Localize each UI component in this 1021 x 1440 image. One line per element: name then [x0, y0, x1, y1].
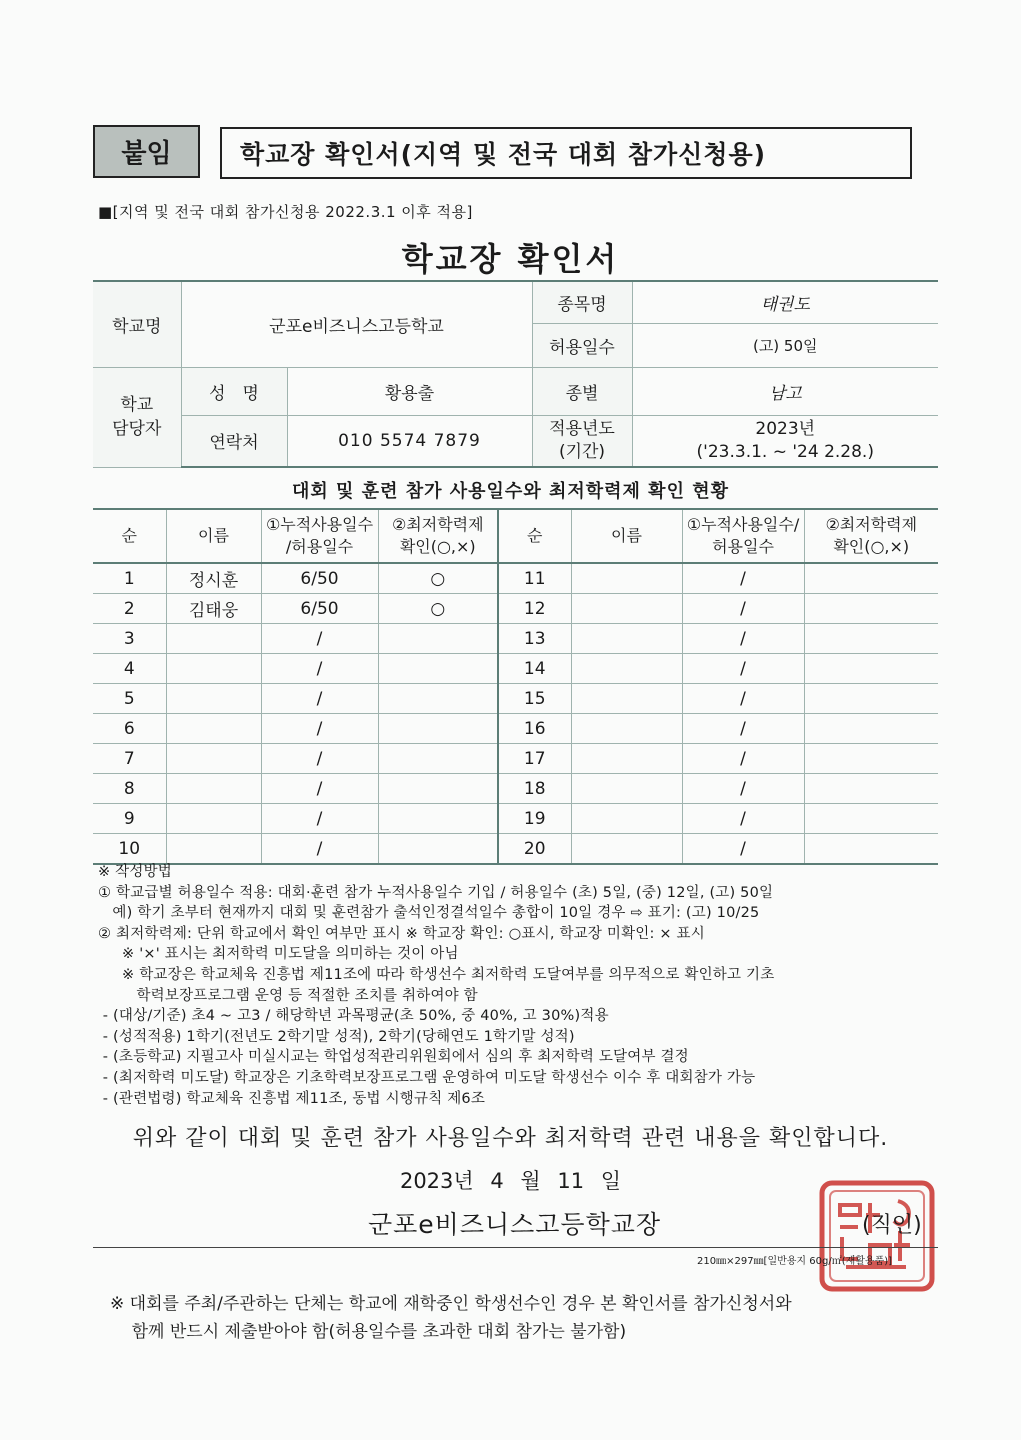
- table-row: [93, 684, 938, 714]
- header-days-left-line1: ①누적사용일수: [265, 515, 374, 534]
- roster-section-title: 대회 및 훈련 참가 사용일수와 최저학력제 확인 현황: [291, 481, 729, 502]
- header-days-right: [682, 509, 804, 563]
- table-row: [93, 624, 938, 654]
- row-check-left: ○: [378, 594, 498, 624]
- row-name-left: 정시훈: [166, 563, 261, 594]
- row-name-left: 김태웅: [166, 594, 261, 624]
- row-check-right: [804, 563, 938, 594]
- header-name-right: 이름: [571, 509, 682, 563]
- row-name-right: [571, 684, 682, 714]
- table-row: [93, 774, 938, 804]
- row-no-right: 20: [498, 834, 571, 865]
- principal-signature: 군포e비즈니스고등학교장: [368, 1210, 662, 1239]
- year-label: [532, 415, 632, 467]
- row-no-left: 8: [93, 774, 166, 804]
- row-days-right: /: [682, 774, 804, 804]
- row-no-left: 5: [93, 684, 166, 714]
- header-check-left: [378, 509, 498, 563]
- row-no-left: 6: [93, 714, 166, 744]
- row-no-right: 18: [498, 774, 571, 804]
- row-check-left: [378, 624, 498, 654]
- roster-table: [93, 508, 938, 865]
- row-check-right: [804, 684, 938, 714]
- row-days-left: /: [261, 684, 378, 714]
- instruction-line: ※ 작성방법: [98, 864, 172, 880]
- instruction-line: ② 최저학력제: 단위 학교에서 확인 여부만 표시 ※ 학교장 확인: ○표시, 학교장 미확인: × 표시: [98, 925, 705, 942]
- header-check-right-line1: ②최저학력제: [825, 515, 918, 534]
- document-heading: [220, 127, 912, 179]
- school-info-table: [93, 280, 938, 468]
- header-days-right-line1: ①누적사용일수/: [686, 515, 800, 534]
- attachment-tag-label: 붙임: [121, 139, 172, 169]
- row-check-right: [804, 744, 938, 774]
- row-name-right: [571, 774, 682, 804]
- row-name-left: [166, 774, 261, 804]
- page-title: 학교장 확인서: [401, 240, 620, 278]
- instruction-line: ※ '×' 표시는 최저학력 미도달을 의미하는 것이 아님: [98, 946, 459, 963]
- row-no-right: 15: [498, 684, 571, 714]
- row-days-right: /: [682, 684, 804, 714]
- seal-label: (직인): [862, 1213, 922, 1238]
- contact-label: 연락처: [181, 415, 287, 467]
- confirmation-statement: 위와 같이 대회 및 훈련 참가 사용일수와 최저학력 관련 내용을 확인합니다.: [132, 1126, 889, 1151]
- instructions: [98, 862, 948, 1109]
- row-no-left: 1: [93, 563, 166, 594]
- row-name-right: [571, 714, 682, 744]
- row-check-left: [378, 714, 498, 744]
- allowed-days-value: (고) 50일: [632, 323, 938, 367]
- header-no-left: 순: [93, 509, 166, 563]
- row-check-left: [378, 774, 498, 804]
- paper-spec: 210㎜×297㎜[일반용지 60g/㎡(재활용품)]: [697, 1256, 893, 1267]
- row-no-right: 19: [498, 804, 571, 834]
- row-check-left: [378, 744, 498, 774]
- row-name-right: [571, 624, 682, 654]
- staff-label-line2: 담당자: [112, 419, 162, 439]
- header-days-left: [261, 509, 378, 563]
- applied-note: ■[지역 및 전국 대회 참가신청용 2022.3.1 이후 적용]: [98, 203, 473, 221]
- row-no-left: 3: [93, 624, 166, 654]
- row-name-left: [166, 714, 261, 744]
- row-no-left: 4: [93, 654, 166, 684]
- row-check-right: [804, 804, 938, 834]
- staff-label-line1: 학교: [120, 395, 154, 415]
- row-check-right: [804, 714, 938, 744]
- row-days-right: /: [682, 744, 804, 774]
- row-days-left: /: [261, 714, 378, 744]
- school-name-label: 학교명: [93, 281, 181, 367]
- row-no-left: 9: [93, 804, 166, 834]
- instruction-line: 예) 학기 초부터 현재까지 대회 및 훈련참가 출석인정결석일수 총합이 10일 경우 ⇨ 표기: (고) 10/25: [98, 905, 760, 922]
- row-no-left: 2: [93, 594, 166, 624]
- instruction-line: - (대상/기준) 초4 ~ 고3 / 해당학년 과목평균(초 50%, 중 40%, 고 30%)적용: [98, 1008, 609, 1025]
- row-name-left: [166, 654, 261, 684]
- row-days-left: /: [261, 774, 378, 804]
- row-check-right: [804, 774, 938, 804]
- row-name-right: [571, 594, 682, 624]
- category-value: 남고: [632, 367, 938, 415]
- instruction-line: 학력보장프로그램 운영 등 적절한 조치를 취하여야 함: [98, 987, 478, 1004]
- row-no-left: 10: [93, 834, 166, 865]
- row-no-right: 16: [498, 714, 571, 744]
- row-name-left: [166, 624, 261, 654]
- table-row: [93, 744, 938, 774]
- row-days-left: /: [261, 744, 378, 774]
- footer-line: ※ 대회를 주최/주관하는 단체는 학교에 재학중인 학생선수인 경우 본 확인서를 참가신청서와: [110, 1294, 792, 1314]
- footer-note: [110, 1290, 792, 1346]
- row-check-right: [804, 834, 938, 865]
- row-check-left: [378, 684, 498, 714]
- row-check-left: [378, 834, 498, 865]
- row-no-right: 17: [498, 744, 571, 774]
- attachment-tag: [93, 125, 200, 178]
- row-no-right: 12: [498, 594, 571, 624]
- staff-name-label: 성 명: [181, 367, 287, 415]
- category-label: 종별: [532, 367, 632, 415]
- row-no-left: 7: [93, 744, 166, 774]
- header-check-left-line1: ②최저학력제: [391, 515, 484, 534]
- year-value-year: 2023년: [755, 418, 816, 439]
- year-value-period: ('23.3.1. ~ '24 2.28.): [696, 441, 874, 462]
- header-check-right: [804, 509, 938, 563]
- header-check-left-line2: 확인(○,×): [399, 537, 476, 556]
- table-row: [93, 563, 938, 594]
- year-label-line2: (기간): [558, 441, 606, 462]
- header-days-right-line2: 허용일수: [712, 537, 774, 556]
- row-name-left: [166, 684, 261, 714]
- row-days-right: /: [682, 624, 804, 654]
- row-days-left: /: [261, 654, 378, 684]
- footer-line: 함께 반드시 제출받아야 함(허용일수를 초과한 대회 참가는 불가함): [110, 1322, 627, 1342]
- row-days-right: /: [682, 654, 804, 684]
- row-name-right: [571, 744, 682, 774]
- table-row: [93, 804, 938, 834]
- sport-label: 종목명: [532, 281, 632, 323]
- row-no-right: 14: [498, 654, 571, 684]
- year-label-line1: 적용년도: [549, 418, 615, 439]
- row-check-left: [378, 804, 498, 834]
- row-name-left: [166, 834, 261, 865]
- year-value: [632, 415, 938, 467]
- table-row: [93, 654, 938, 684]
- row-days-left: 6/50: [261, 594, 378, 624]
- header-check-right-line2: 확인(○,×): [833, 537, 910, 556]
- header-no-right: 순: [498, 509, 571, 563]
- row-days-right: /: [682, 594, 804, 624]
- contact-value: 010 5574 7879: [287, 415, 532, 467]
- row-days-left: /: [261, 834, 378, 865]
- staff-name-value: 황용출: [287, 367, 532, 415]
- row-check-right: [804, 594, 938, 624]
- instruction-line: - (최저학력 미도달) 학교장은 기초학력보장프로그램 운영하여 미도달 학생선수 이수 후 대회참가 가능: [98, 1069, 756, 1086]
- row-check-left: ○: [378, 563, 498, 594]
- instruction-line: - (관련법령) 학교체육 진흥법 제11조, 동법 시행규칙 제6조: [98, 1090, 486, 1107]
- row-no-right: 13: [498, 624, 571, 654]
- row-check-left: [378, 654, 498, 684]
- instruction-line: ① 학교급별 허용일수 적용: 대회·훈련 참가 누적사용일수 기입 / 허용일수 (초) 5일, (중) 12일, (고) 50일: [98, 884, 774, 901]
- row-name-left: [166, 804, 261, 834]
- row-name-left: [166, 744, 261, 774]
- row-check-right: [804, 654, 938, 684]
- row-name-right: [571, 804, 682, 834]
- row-days-right: /: [682, 804, 804, 834]
- school-name-value: 군포e비즈니스고등학교: [181, 281, 532, 367]
- header-name-left: 이름: [166, 509, 261, 563]
- row-days-left: /: [261, 804, 378, 834]
- header-days-left-line2: /허용일수: [285, 537, 354, 556]
- row-days-left: /: [261, 624, 378, 654]
- table-row: [93, 714, 938, 744]
- row-name-right: [571, 834, 682, 865]
- roster-header-row: [93, 509, 938, 563]
- instruction-line: - (성적적용) 1학기(전년도 2학기말 성적), 2학기(당해연도 1학기말 성적): [98, 1028, 575, 1045]
- sport-value: 태권도: [632, 281, 938, 323]
- instruction-line: - (초등학교) 지필고사 미실시교는 학업성적관리위원회에서 심의 후 최저학력 도달여부 결정: [98, 1049, 689, 1066]
- instruction-line: ※ 학교장은 학교체육 진흥법 제11조에 따라 학생선수 최저학력 도달여부를 의무적으로 확인하고 기초: [98, 966, 775, 983]
- table-row: [93, 594, 938, 624]
- roster-body: [93, 563, 938, 864]
- row-no-right: 11: [498, 563, 571, 594]
- table-row: [93, 834, 938, 865]
- row-days-right: /: [682, 563, 804, 594]
- row-name-right: [571, 654, 682, 684]
- allowed-days-label: 허용일수: [532, 323, 632, 367]
- document-heading-text: 학교장 확인서(지역 및 전국 대회 참가신청용): [240, 140, 767, 169]
- row-name-right: [571, 563, 682, 594]
- row-check-right: [804, 624, 938, 654]
- row-days-left: 6/50: [261, 563, 378, 594]
- row-days-right: /: [682, 834, 804, 865]
- staff-label: [93, 367, 181, 467]
- footer-divider: [93, 1247, 938, 1248]
- row-days-right: /: [682, 714, 804, 744]
- signing-date: 2023년 4 월 11 일: [399, 1169, 622, 1193]
